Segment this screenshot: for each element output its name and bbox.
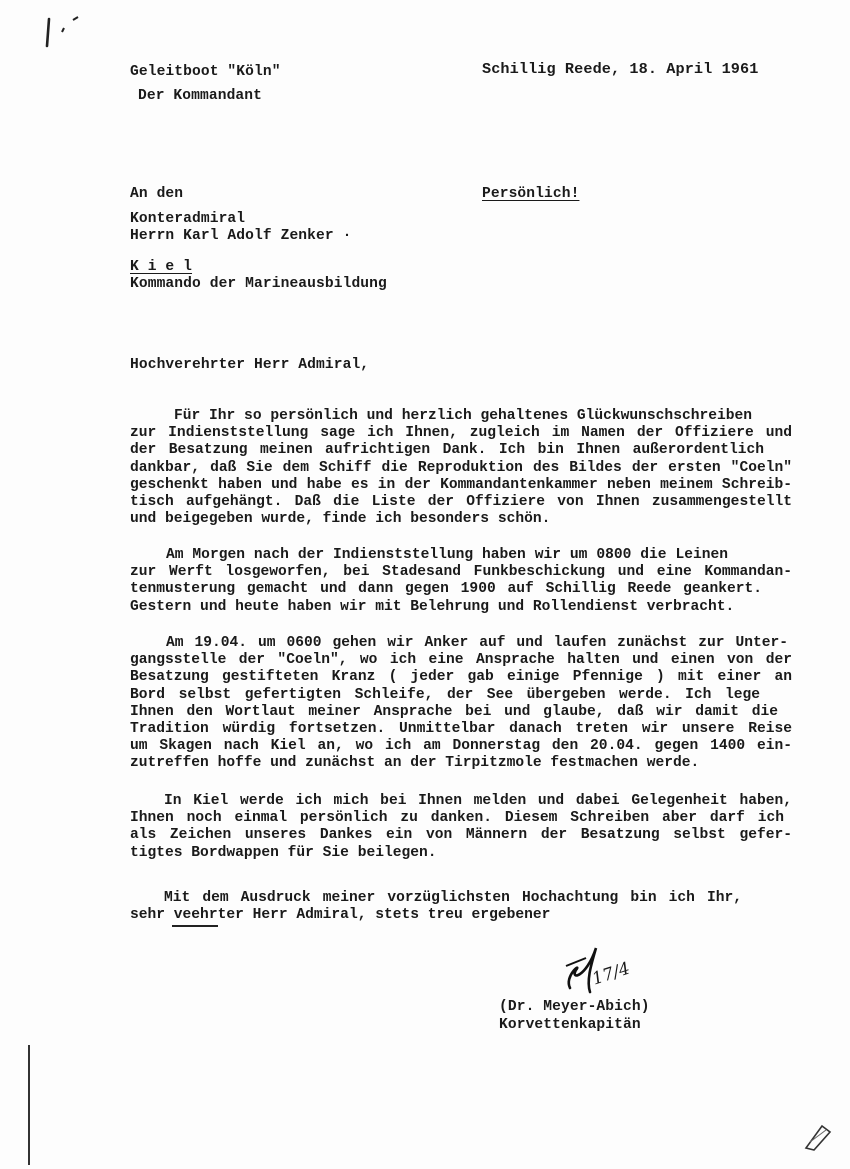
text-line: gangsstelle der "Coeln", wo ich eine Ansprache halten und einen von der bbox=[130, 652, 792, 669]
text-line: In Kiel werde ich mich bei Ihnen melden und dabei Gelegenheit haben, bbox=[164, 793, 792, 809]
paragraph-4 bbox=[130, 793, 792, 862]
signature-date: 17/4 bbox=[589, 958, 633, 990]
text-line: zur Indienststellung sage ich Ihnen, zugleich im Namen der Offiziere und bbox=[130, 425, 792, 442]
signature-rank: Korvettenkapitän bbox=[499, 1017, 641, 1033]
sender-title: Der Kommandant bbox=[138, 88, 263, 104]
text-line: Gestern und heute haben wir mit Belehrung und Rollendienst verbracht. bbox=[130, 598, 735, 615]
text-line: Ihnen den Wortlaut meiner Ansprache bei und glaube, daß wir damit die bbox=[130, 703, 778, 720]
text-line: um Skagen nach Kiel an, wo ich am Donnerstag den 20.04. gegen 1400 ein- bbox=[130, 738, 792, 755]
text-line: Ihnen noch einmal persönlich zu danken. Diesem Schreiben aber darf ich bbox=[130, 810, 784, 827]
text-line: Am 19.04. um 0600 gehen wir Anker auf und laufen zunächst zur Unter- bbox=[166, 635, 788, 651]
text-line: dankbar, daß Sie dem Schiff die Reproduktion des Bildes der ersten "Coeln" bbox=[130, 459, 792, 476]
personal-note: Persönlich! bbox=[482, 186, 580, 202]
text-line: zur Werft losgeworfen, bei Stadesand Funkbeschickung und eine Kommandan- bbox=[130, 564, 792, 581]
recipient-to: An den bbox=[130, 186, 184, 202]
recipient-rank: Konteradmiral bbox=[130, 211, 246, 227]
text-line: tigtes Bordwappen für Sie beilegen. bbox=[130, 844, 437, 861]
text-line: geschenkt haben und habe es in der Kommandantenkammer neben meinem Schreib- bbox=[130, 476, 792, 493]
text-line: Tradition würdig fortsetzen. Unmittelbar danach treten wir unsere Reise bbox=[130, 721, 792, 738]
text-line: Mit dem Ausdruck meiner vorzüglichsten Hochachtung bin ich Ihr, bbox=[164, 890, 742, 906]
paragraph-5 bbox=[130, 890, 742, 924]
text-line: und beigegeben wurde, finde ich besonders schön. bbox=[130, 511, 551, 528]
text-line: Besatzung gestifteten Kranz ( jeder gab einige Pfennige ) mit einer an bbox=[130, 669, 792, 686]
paragraph-3 bbox=[130, 635, 792, 773]
scan-edge-line bbox=[28, 1045, 30, 1165]
sender-ship: Geleitboot "Köln" bbox=[130, 64, 281, 80]
text-line: Am Morgen nach der Indienststellung haben wir um 0800 die Leinen bbox=[166, 547, 728, 563]
corner-mark bbox=[800, 1118, 836, 1154]
paragraph-1 bbox=[130, 408, 792, 528]
text-line: als Zeichen unseres Dankes ein von Männern der Besatzung selbst gefer- bbox=[130, 827, 792, 844]
recipient-name: Herrn Karl Adolf Zenker · bbox=[130, 228, 352, 244]
text-line: tenmusterung gemacht und dann gegen 1900 auf Schillig Reede geankert. bbox=[130, 581, 762, 598]
paragraph-2 bbox=[130, 547, 792, 616]
text-line: sehr veehrter Herr Admiral, stets treu ergebener bbox=[130, 907, 551, 924]
text-line: Bord selbst gefertigten Schleife, der See übergeben werde. Ich lege bbox=[130, 686, 760, 703]
text-line: tisch aufgehängt. Daß die Liste der Offiziere von Ihnen zusammengestellt bbox=[130, 494, 792, 511]
text-line: zutreffen hoffe und zunächst an der Tirpitzmole festmachen werde. bbox=[130, 755, 700, 772]
place-date: Schillig Reede, 18. April 1961 bbox=[482, 60, 759, 78]
salutation: Hochverehrter Herr Admiral, bbox=[130, 357, 370, 373]
recipient-org: Kommando der Marineausbildung bbox=[130, 276, 387, 292]
text-line: der Besatzung meinen aufrichtigen Dank. Ich bin Ihnen außerordentlich bbox=[130, 442, 764, 459]
recipient-city: K i e l bbox=[130, 259, 193, 275]
handwritten-underline bbox=[172, 925, 218, 927]
handwritten-mark bbox=[40, 14, 80, 50]
text-line: Für Ihr so persönlich und herzlich gehaltenes Glückwunschschreiben bbox=[174, 408, 753, 424]
signature-name: (Dr. Meyer-Abich) bbox=[499, 999, 650, 1015]
